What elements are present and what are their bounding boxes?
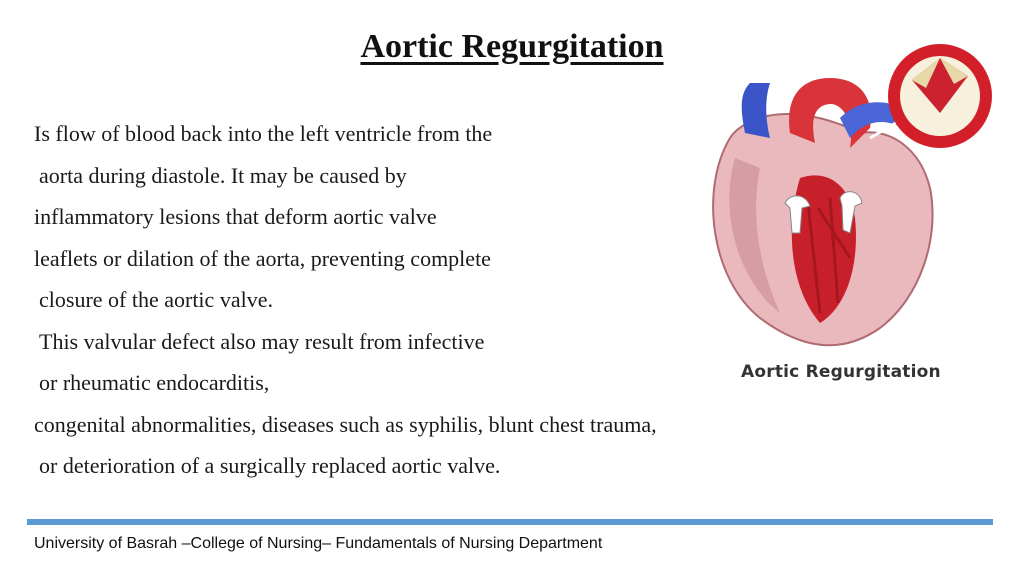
body-line-1: Is flow of blood back into the left ventricle from the <box>34 121 493 146</box>
vena-cava <box>742 83 770 138</box>
body-line-2: aorta during diastole. It may be caused by <box>39 163 407 188</box>
body-line-3: inflammatory lesions that deform aortic valve <box>34 204 437 229</box>
slide-title: Aortic Regurgitation <box>360 28 664 65</box>
illustration-caption: Aortic Regurgitation <box>741 362 941 382</box>
footer-divider <box>27 519 993 525</box>
body-line-5: closure of the aortic valve. <box>39 287 273 312</box>
body-line-8: congenital abnormalities, diseases such as syphilis, blunt chest trauma, <box>34 412 657 437</box>
body-line-7: or rheumatic endocarditis, <box>39 370 270 395</box>
heart-illustration <box>690 38 1000 392</box>
body-line-9: or deterioration of a surgically replaced aortic valve. <box>39 453 501 478</box>
body-line-4: leaflets or dilation of the aorta, preventing complete <box>34 246 491 271</box>
body-line-6: This valvular defect also may result from infective <box>39 329 485 354</box>
footer-text: University of Basrah –College of Nursing– Fundamentals of Nursing Department <box>34 535 603 552</box>
aortic-valve-inset <box>888 44 992 148</box>
